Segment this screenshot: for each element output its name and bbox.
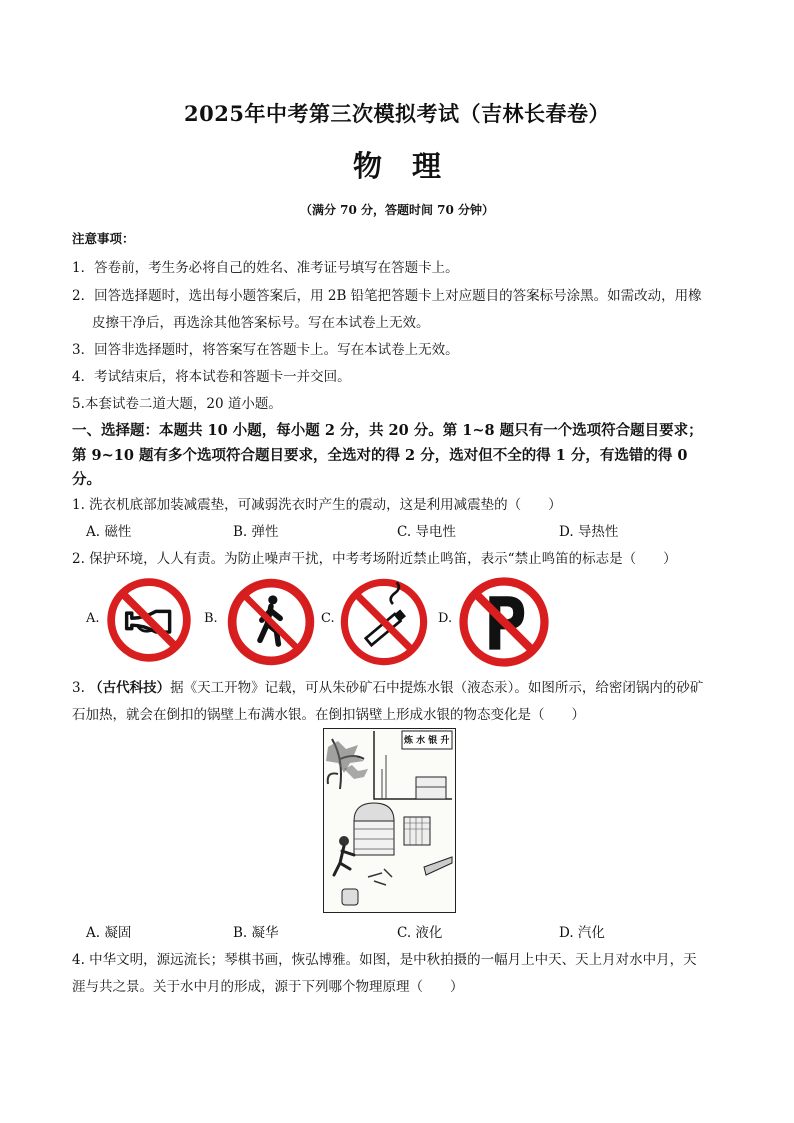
q1-option-c: C. 导电性 xyxy=(397,524,456,540)
q2-label-b: B. xyxy=(204,611,218,626)
q2-label-a: A. xyxy=(86,611,100,626)
q2-label-d: D. xyxy=(438,611,453,626)
subject-title: 物理 xyxy=(352,149,471,183)
q3-option-b: B. 凝华 xyxy=(233,925,279,941)
note-item: 4．考试结束后，将本试卷和答题卡一并交回。 xyxy=(72,369,351,385)
illustration-caption: 炼 水 银 升 xyxy=(404,736,450,746)
no-horn-sign-icon xyxy=(106,577,192,663)
section-heading: 分。 xyxy=(72,471,101,488)
note-item: 5.本套试卷二道大题，20 道小题。 xyxy=(72,396,282,412)
score-info: （满分 70 分，答题时间 70 分钟） xyxy=(299,203,495,217)
q3-option-a: A. 凝固 xyxy=(86,925,132,941)
question-4-stem-line2: 涯与共之景。关于水中月的形成，源于下列哪个物理原理（ ） xyxy=(72,979,464,995)
q1-option-d: D. 导热性 xyxy=(559,524,619,540)
section-heading: 一、选择题：本题共 10 小题，每小题 2 分，共 20 分。第 1~8 题只有一个选项符合题目要求； xyxy=(72,422,703,439)
q3-option-c: C. 液化 xyxy=(397,925,443,941)
q3-option-d: D. 汽化 xyxy=(559,925,605,941)
question-4-stem: 4. 中华文明，源远流长；琴棋书画，恢弘博雅。如图，是中秋拍摄的一幅月上中天、天上月对水中月，天 xyxy=(72,952,697,968)
note-item: 1．答卷前，考生务必将自己的姓名、准考证号填写在答题卡上。 xyxy=(72,260,459,276)
no-smoking-sign-icon xyxy=(339,577,429,667)
question-1-stem: 1. 洗衣机底部加装减震垫，可减弱洗衣时产生的震动，这是利用减震垫的（ ） xyxy=(72,497,562,513)
q1-option-a: A. 磁性 xyxy=(86,524,132,540)
question-2-stem: 2. 保护环境，人人有责。为防止噪声干扰，中考考场附近禁止鸣笛，表示“禁止鸣笛的标志是（ ） xyxy=(72,551,677,567)
mercury-refining-illustration xyxy=(323,728,456,913)
q2-label-c: C. xyxy=(321,611,335,626)
note-item: 2．回答选择题时，选出每小题答案后，用 2B 铅笔把答题卡上对应题目的答案标号涂黑。如需改动，用橡 xyxy=(72,288,702,304)
ancient-woodcut-icon xyxy=(324,729,455,912)
question-3-stem-line2: 石加热，就会在倒扣的锅壁上布满水银。在倒扣锅壁上形成水银的物态变化是（ ） xyxy=(72,707,585,723)
no-parking-sign-icon xyxy=(458,576,550,668)
q3-tag: （古代科技） xyxy=(89,680,171,696)
no-pedestrian-sign-icon xyxy=(225,576,317,668)
notes-heading: 注意事项： xyxy=(72,231,135,246)
question-3-stem: 3. （古代科技）据《天工开物》记载，可从朱砂矿石中提炼水银（液态汞）。如图所示，给密闭锅内的砂矿 xyxy=(72,680,704,696)
q1-option-b: B. 弹性 xyxy=(233,524,279,540)
q3-stem-text: 据《天工开物》记载，可从朱砂矿石中提炼水银（液态汞）。如图所示，给密闭锅内的砂矿 xyxy=(170,680,704,696)
exam-title: 2025年中考第三次模拟考试（吉林长春卷） xyxy=(184,101,610,126)
note-item: 皮擦干净后，再选涂其他答案标号。写在本试卷上无效。 xyxy=(92,315,430,331)
section-heading: 第 9~10 题有多个选项符合题目要求，全选对的得 2 分，选对但不全的得 1 分，有选错的得 0 xyxy=(72,447,688,464)
note-item: 3．回答非选择题时，将答案写在答题卡上。写在本试卷上无效。 xyxy=(72,342,459,358)
